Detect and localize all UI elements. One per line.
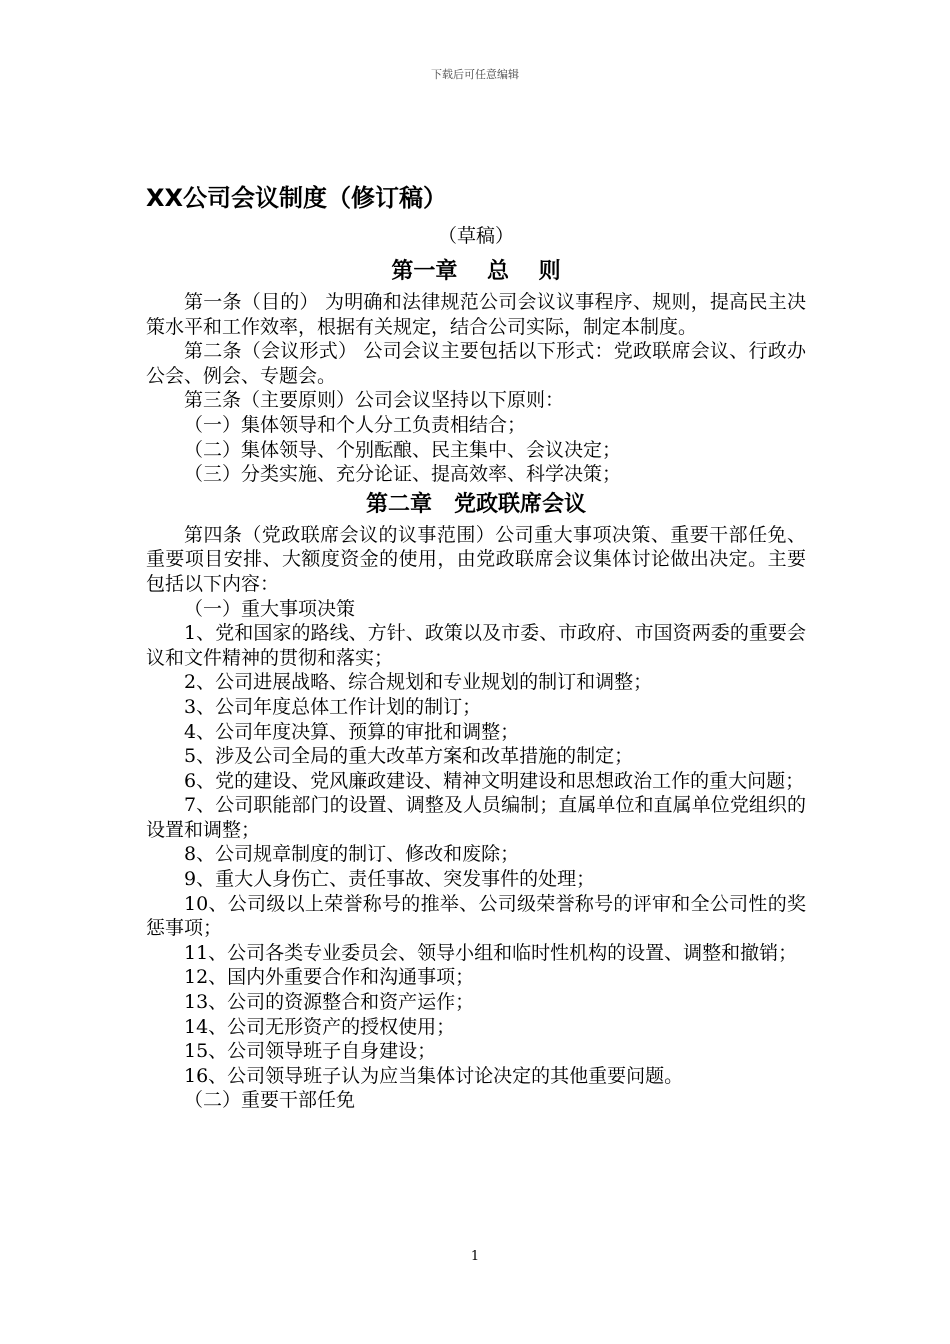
list-item: 11、公司各类专业委员会、领导小组和临时性机构的设置、调整和撤销； (184, 941, 798, 964)
principle-item: （三）分类实施、充分论证、提高效率、科学决策； (184, 463, 622, 486)
article-3: 第三条（主要原则）公司会议坚持以下原则： (184, 389, 565, 412)
list-item: 2、公司进展战略、综合规划和专业规划的制订和调整； (184, 671, 653, 694)
principle-item: （二）集体领导、个别酝酿、民主集中、会议决定； (184, 438, 622, 461)
list-item: 15、公司领导班子自身建设； (184, 1040, 437, 1063)
article-4: 第四条（党政联席会议的议事范围）公司重大事项决策、重要干部任免、重要项目安排、大额度资金的使用，由党政联席会议集体讨论做出决定。主要包括以下内容： (146, 523, 806, 595)
chapter-2-heading: 第二章 党政联席会议 (365, 491, 586, 517)
list-item: 10、公司级以上荣誉称号的推举、公司级荣誉称号的评审和全公司性的奖惩事项； (146, 892, 806, 940)
document-body (146, 178, 806, 1113)
page-number: 1 (470, 1249, 480, 1264)
article-1: 第一条（目的） 为明确和法律规范公司会议议事程序、规则，提高民主决策水平和工作效率，根据有关规定，结合公司实际，制定本制度。 (146, 291, 806, 338)
document-title: XX公司会议制度（修订稿） (146, 184, 448, 212)
list-item: 16、公司领导班子认为应当集体讨论决定的其他重要问题。 (184, 1064, 684, 1087)
list-item: 14、公司无形资产的授权使用； (184, 1015, 456, 1038)
draft-label: （草稿） (437, 225, 514, 247)
list-item: 1、党和国家的路线、方针、政策以及市委、市政府、市国资两委的重要会议和文件精神的贯彻和落实； (146, 622, 806, 669)
list-item: 3、公司年度总体工作计划的制订； (184, 695, 482, 718)
list-item: 12、国内外重要合作和沟通事项； (184, 966, 475, 989)
list-item: 9、重大人身伤亡、责任事故、突发事件的处理； (184, 868, 596, 891)
list-item: 5、涉及公司全局的重大改革方案和改革措施的制定； (184, 745, 634, 768)
list-item: 7、公司职能部门的设置、调整及人员编制；直属单位和直属单位党组织的设置和调整； (146, 794, 806, 841)
section-1-title: （一）重大事项决策 (184, 597, 356, 620)
principle-item: （一）集体领导和个人分工负责相结合； (184, 413, 527, 436)
list-item: 13、公司的资源整合和资产运作； (184, 991, 475, 1014)
page-header-note: 下载后可任意编辑 (431, 68, 519, 81)
list-item: 6、党的建设、党风廉政建设、精神文明建设和思想政治工作的重大问题； (184, 769, 805, 792)
chapter-1-heading: 第一章 总 则 (391, 259, 561, 284)
list-item: 8、公司规章制度的制订、修改和废除； (184, 843, 520, 866)
list-item: 4、公司年度决算、预算的审批和调整； (184, 720, 520, 743)
section-2-title: （二）重要干部任免 (184, 1089, 356, 1112)
article-2: 第二条（会议形式） 公司会议主要包括以下形式：党政联席会议、行政办公会、例会、专题会。 (146, 340, 806, 387)
